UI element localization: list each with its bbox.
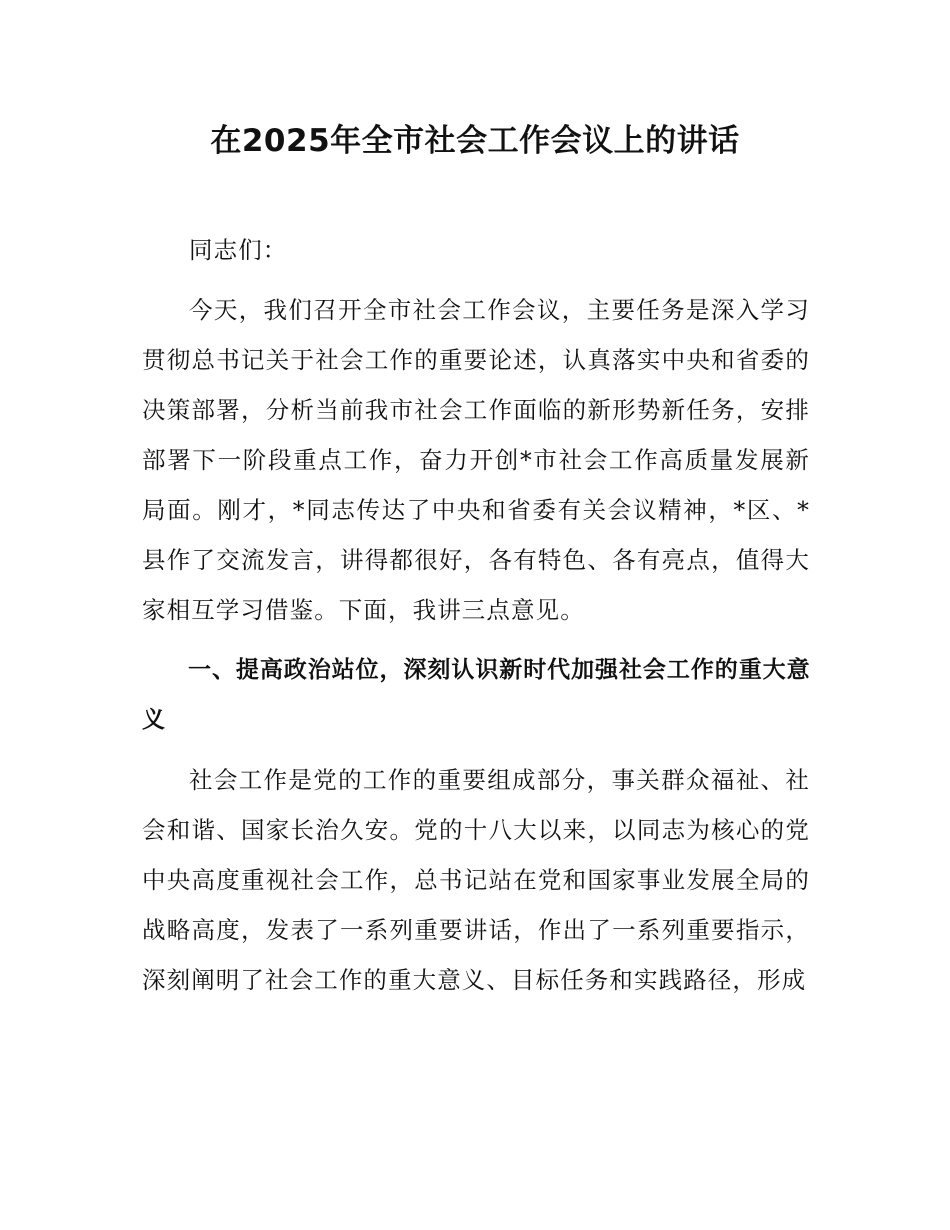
paragraph-opening: 今天，我们召开全市社会工作会议，主要任务是深入学习贯彻总书记关于社会工作的重要论述，认真落实中央和省委的决策部署，分析当前我市社会工作面临的新形势新任务，安排部署下一阶段重点工作，奋力开创*市社会工作高质量发展新局面。刚才，*同志传达了中央和省委有关会议精神，*区、*县作了交流发言，讲得都很好，各有特色、各有亮点，值得大家相互学习借鉴。下面，我讲三点意见。	[142, 296, 810, 624]
paragraph-section-1: 社会工作是党的工作的重要组成部分，事关群众福祉、社会和谐、国家长治久安。党的十八大以来，以同志为核心的党中央高度重视社会工作，总书记站在党和国家事业发展全局的战略高度，发表了一系列重要讲话，作出了一系列重要指示，深刻阐明了社会工作的重大意义、目标任务和实践路径，形成	[142, 766, 810, 994]
salutation: 同志们：	[189, 236, 288, 264]
document-body	[142, 225, 810, 1015]
section-heading-1: 一、提高政治站位，深刻认识新时代加强社会工作的重大意义	[142, 657, 810, 733]
document-title: 在2025年全市社会工作会议上的讲话	[210, 123, 740, 159]
